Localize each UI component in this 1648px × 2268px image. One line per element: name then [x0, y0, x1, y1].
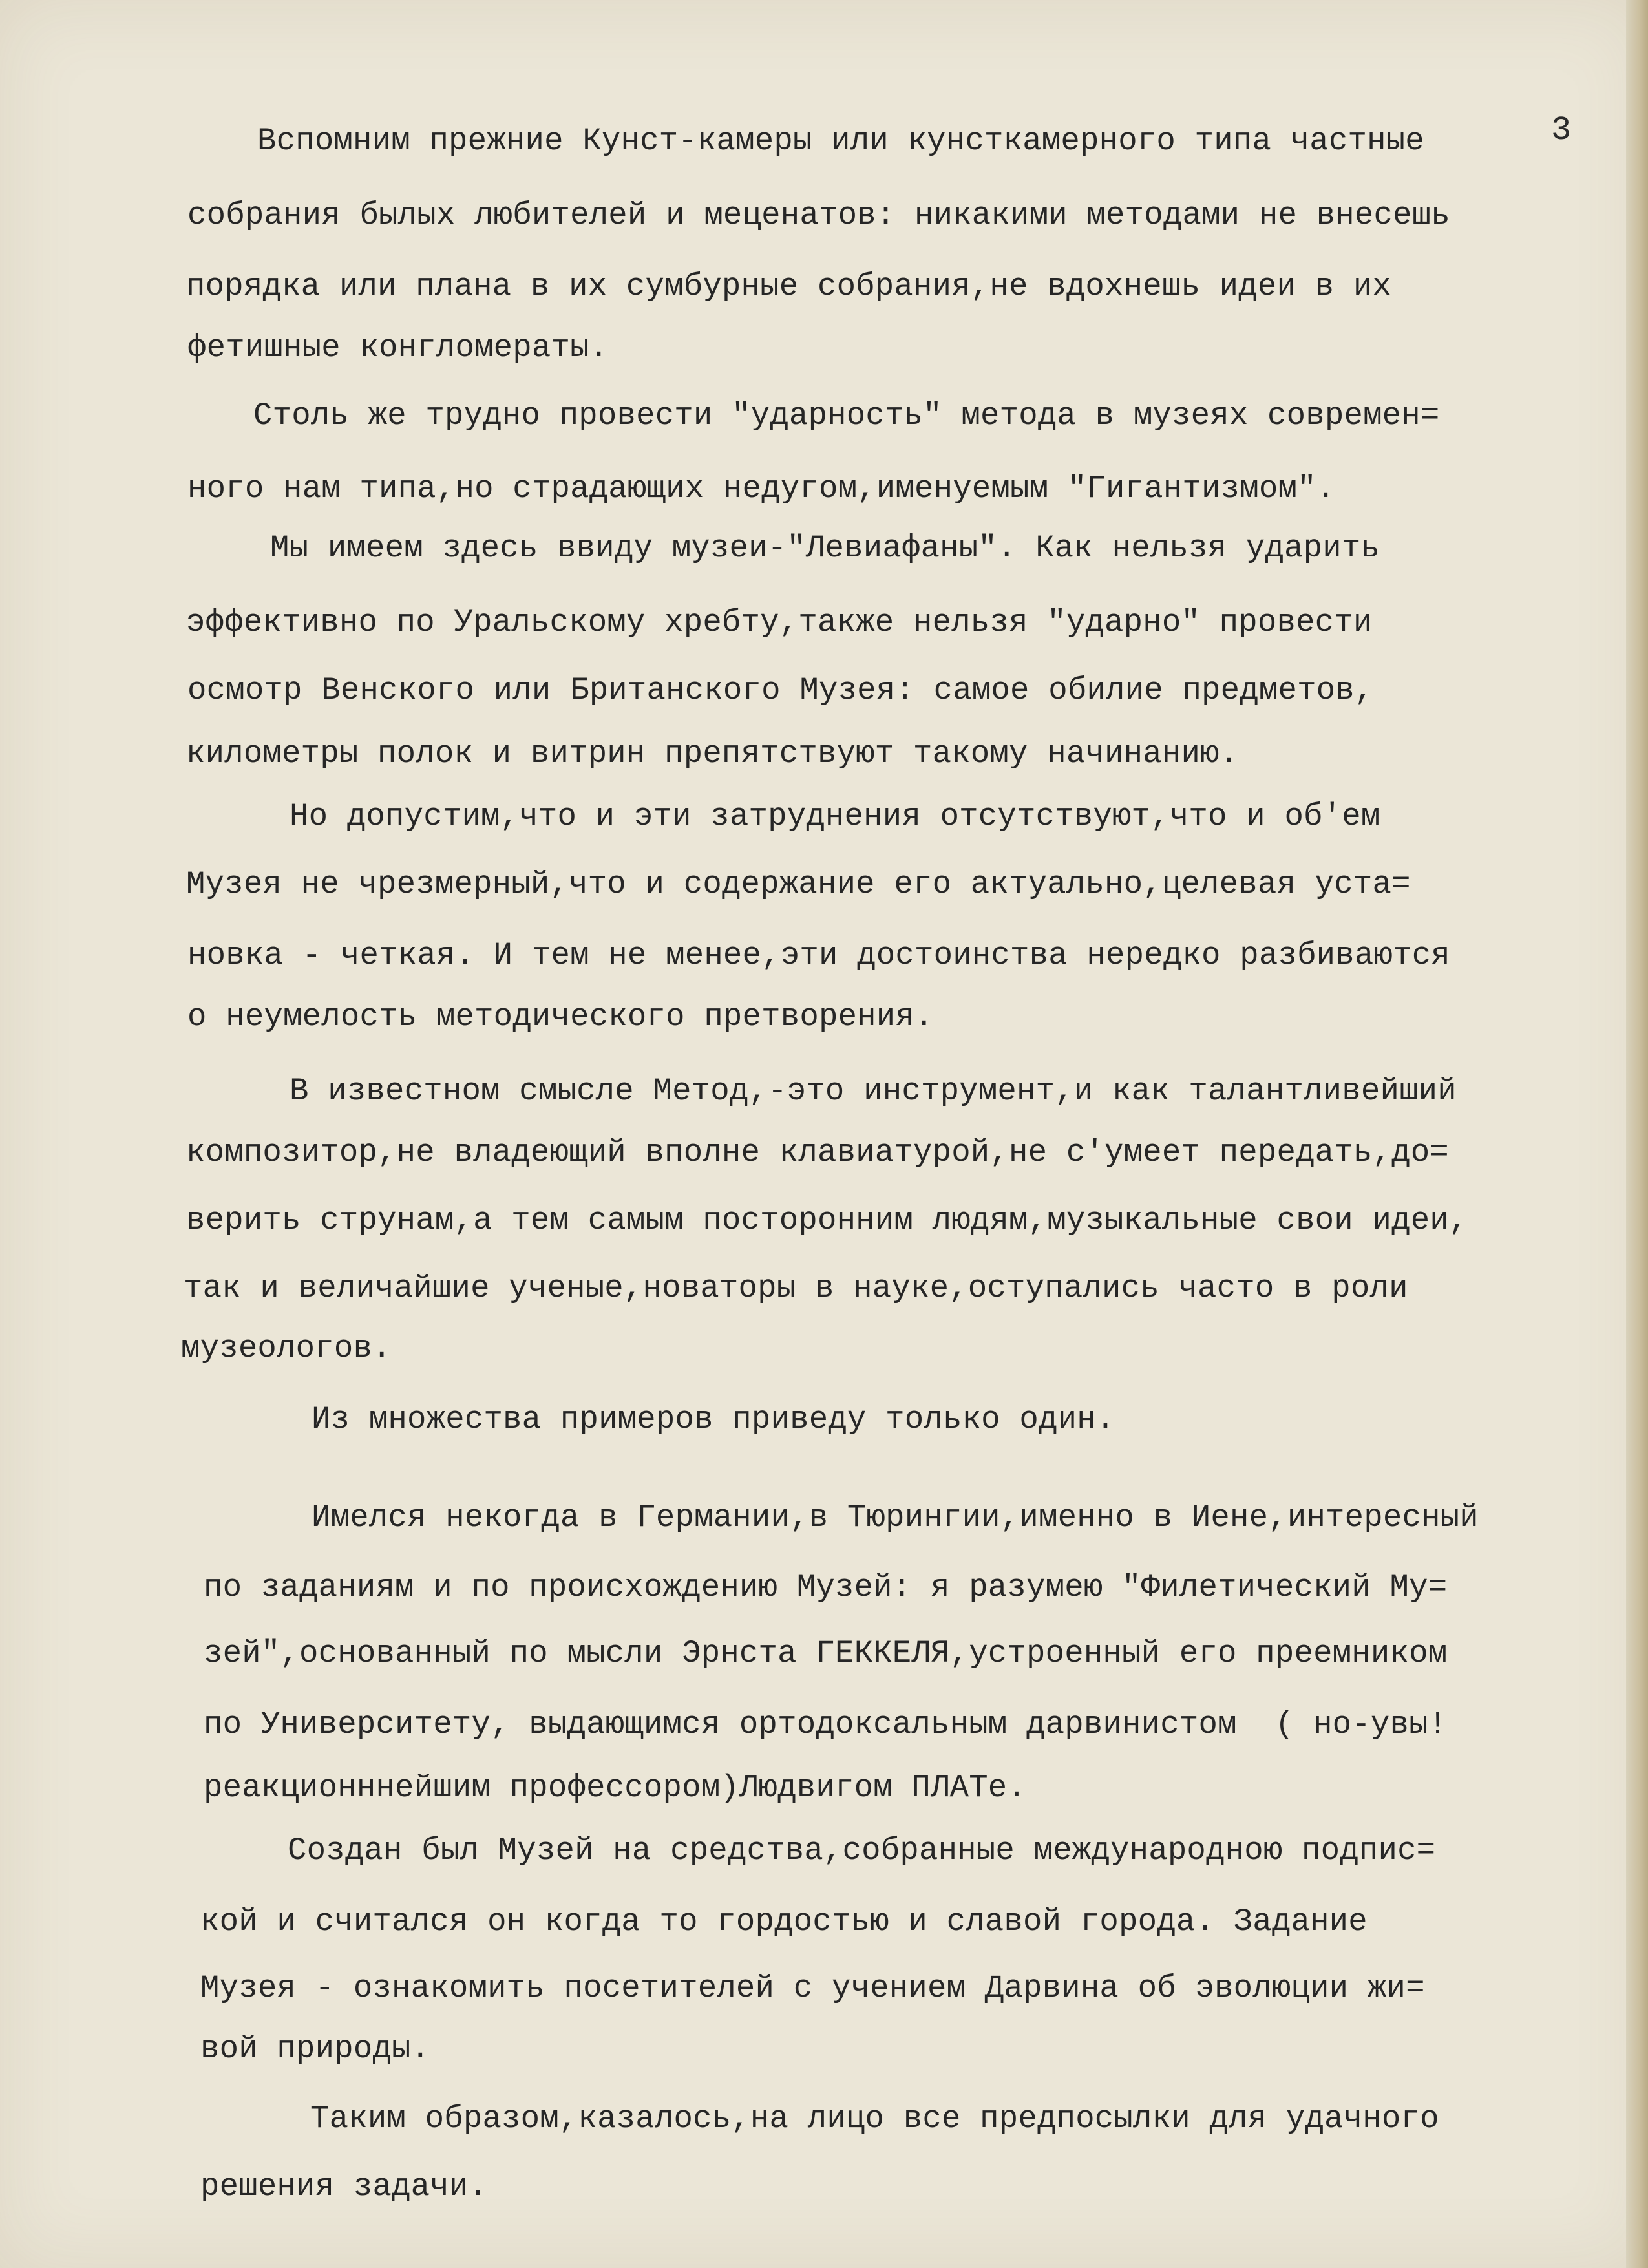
text-line: о неумелость методического претворения.: [187, 999, 934, 1035]
text-line: Но допустим,что и эти затруднения отсутствуют,что и об'ем: [290, 798, 1380, 834]
text-line: Таким образом,казалось,на лицо все предпосылки для удачного: [310, 2101, 1439, 2137]
text-line: по Университету, выдающимся ортодоксальным дарвинистом ( но-увы!: [204, 1706, 1448, 1743]
text-line: Из множества примеров приведу только один.: [312, 1401, 1115, 1437]
text-line: верить струнам,а тем самым посторонним людям,музыкальные свои идеи,: [186, 1202, 1468, 1238]
text-line: Имелся некогда в Германии,в Тюрингии,именно в Иене,интересный: [312, 1500, 1479, 1536]
text-line: эффективно по Уральскому хребту,также нельзя "ударно" провести: [186, 604, 1373, 641]
text-line: Столь же трудно провести "ударность" метода в музеях современ=: [253, 397, 1440, 434]
text-line: Создан был Музей на средства,собранные международною подпис=: [288, 1832, 1436, 1869]
text-line: реакционннейшим профессором)Людвигом ПЛАТе.: [204, 1770, 1027, 1806]
text-line: собрания былых любителей и меценатов: никакими методами не внесешь: [187, 197, 1450, 233]
text-line: кой и считался он когда то гордостью и славой города. Задание: [200, 1903, 1368, 1940]
text-line: Музея - ознакомить посетителей с учением Дарвина об эволюции жи=: [200, 1970, 1425, 2006]
text-line: музеологов.: [181, 1330, 392, 1366]
text-line: фетишные конгломераты.: [187, 330, 609, 366]
text-line: осмотр Венского или Британского Музея: самое обилие предметов,: [187, 672, 1374, 708]
text-line: В известном смысле Метод,-это инструмент,и как талантливейший: [290, 1073, 1457, 1109]
text-line: по заданиям и по происхождению Музей: я разумею "Филетический Му=: [204, 1569, 1448, 1606]
paper-edge: [1626, 0, 1648, 2268]
text-line: композитор,не владеющий вполне клавиатурой,не с'умеет передать,до=: [186, 1134, 1449, 1171]
text-line: порядка или плана в их сумбурные собрания,не вдохнешь идеи в их: [186, 268, 1392, 304]
text-line: так и величайшие ученые,новаторы в науке,оступались часто в роли: [184, 1270, 1408, 1306]
text-line: новка - четкая. И тем не менее,эти достоинства нередко разбиваются: [187, 937, 1450, 973]
text-line: километры полок и витрин препятствуют такому начинанию.: [186, 736, 1239, 772]
text-line: зей",основанный по мысли Эрнста ГЕККЕЛЯ,устроенный его преемником: [204, 1635, 1448, 1671]
text-line: ного нам типа,но страдающих недугом,именуемым "Гигантизмом".: [187, 471, 1336, 507]
text-line: Мы имеем здесь ввиду музеи-"Левиафаны". Как нельзя ударить: [270, 530, 1380, 566]
text-line: решения задачи.: [200, 2168, 488, 2205]
page-number: 3: [1551, 111, 1572, 149]
text-line: вой природы.: [200, 2031, 430, 2067]
text-line: Музея не чрезмерный,что и содержание его актуально,целевая уста=: [186, 866, 1411, 902]
text-line: Вспомним прежние Кунст-камеры или кунсткамерного типа частные: [257, 123, 1424, 159]
